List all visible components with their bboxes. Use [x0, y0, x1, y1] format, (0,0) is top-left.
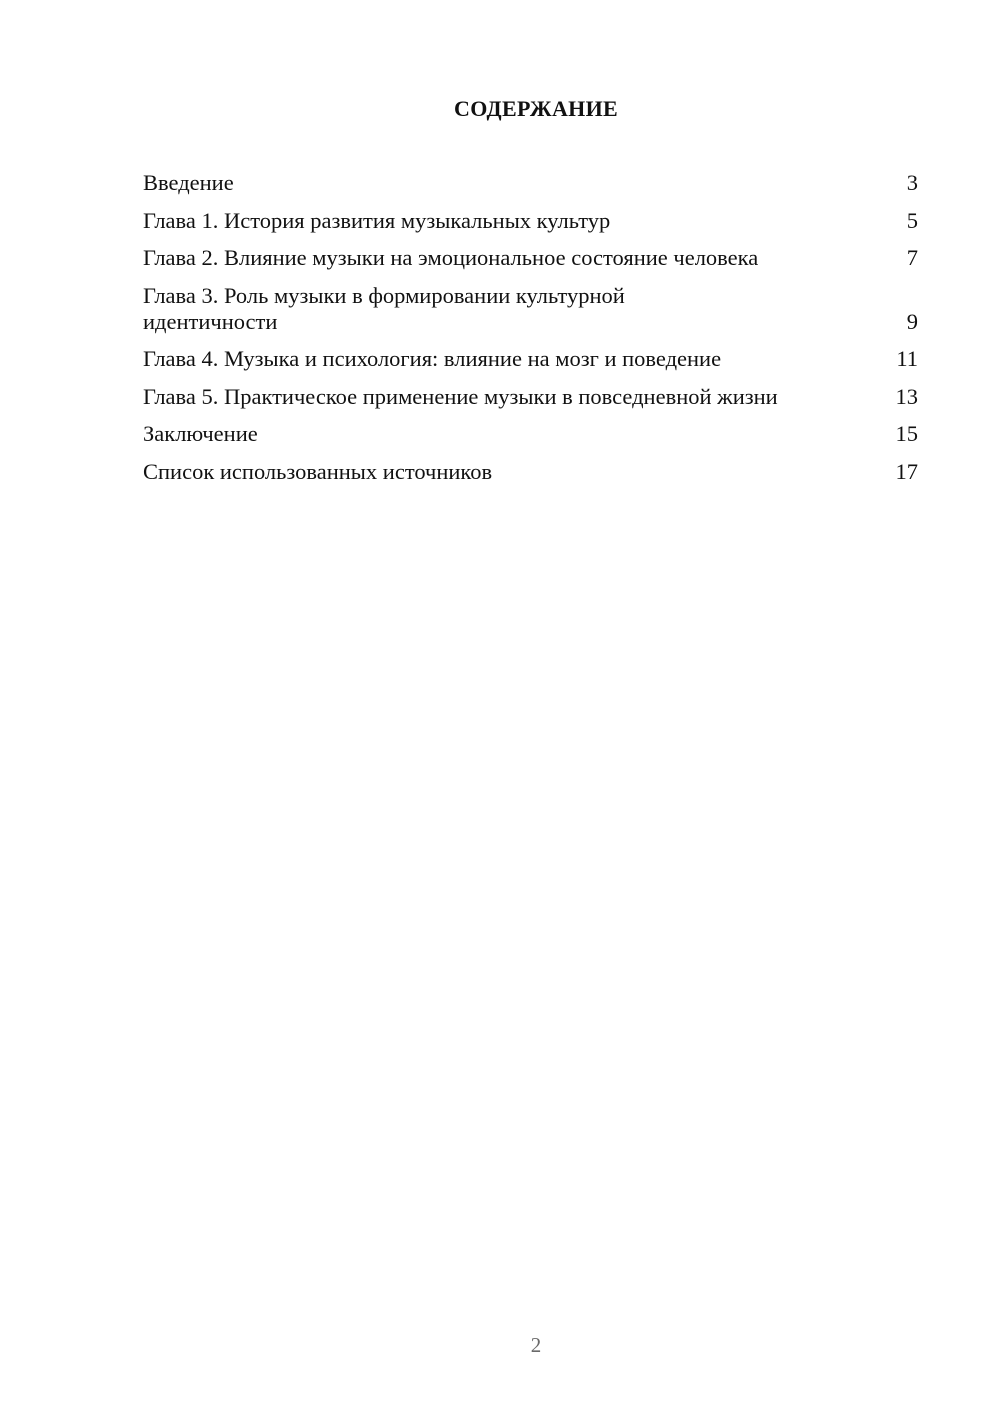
toc-entry-page: 9 — [906, 308, 918, 334]
toc-entry-title: Введение — [143, 170, 234, 195]
toc-entry-title: Глава 1. История развития музыкальных культур — [143, 207, 611, 233]
toc-entry-page: 7 — [906, 245, 918, 270]
toc-entry — [143, 384, 918, 410]
toc-entry — [143, 170, 918, 196]
toc-entry-page: 15 — [895, 421, 918, 446]
toc-entry — [143, 459, 918, 485]
toc-entry-page: 17 — [895, 458, 918, 484]
toc-entry-title: Заключение — [143, 421, 258, 446]
toc-entry-title: Список использованных источников — [143, 458, 493, 484]
toc-entry-page: 3 — [906, 170, 918, 195]
toc-entry-page: 11 — [896, 346, 918, 371]
page-number: 2 — [530, 1333, 542, 1357]
toc-entry — [143, 245, 918, 271]
toc-entry-page: 13 — [895, 383, 918, 409]
toc-entry-title: Глава 3. Роль музыки в формировании культурной идентичности — [143, 282, 625, 334]
toc-entry — [143, 283, 918, 335]
page-title: СОДЕРЖАНИЕ — [454, 96, 618, 121]
toc-entry-title: Глава 5. Практическое применение музыки в повседневной жизни — [143, 383, 778, 409]
toc-entry-title: Глава 2. Влияние музыки на эмоциональное состояние человека — [143, 245, 759, 270]
table-of-contents — [143, 170, 918, 496]
toc-entry-title: Глава 4. Музыка и психология: влияние на мозг и поведение — [143, 346, 722, 371]
toc-entry — [143, 208, 918, 234]
toc-entry — [143, 346, 918, 372]
toc-entry-page: 5 — [906, 207, 918, 233]
toc-entry — [143, 421, 918, 447]
